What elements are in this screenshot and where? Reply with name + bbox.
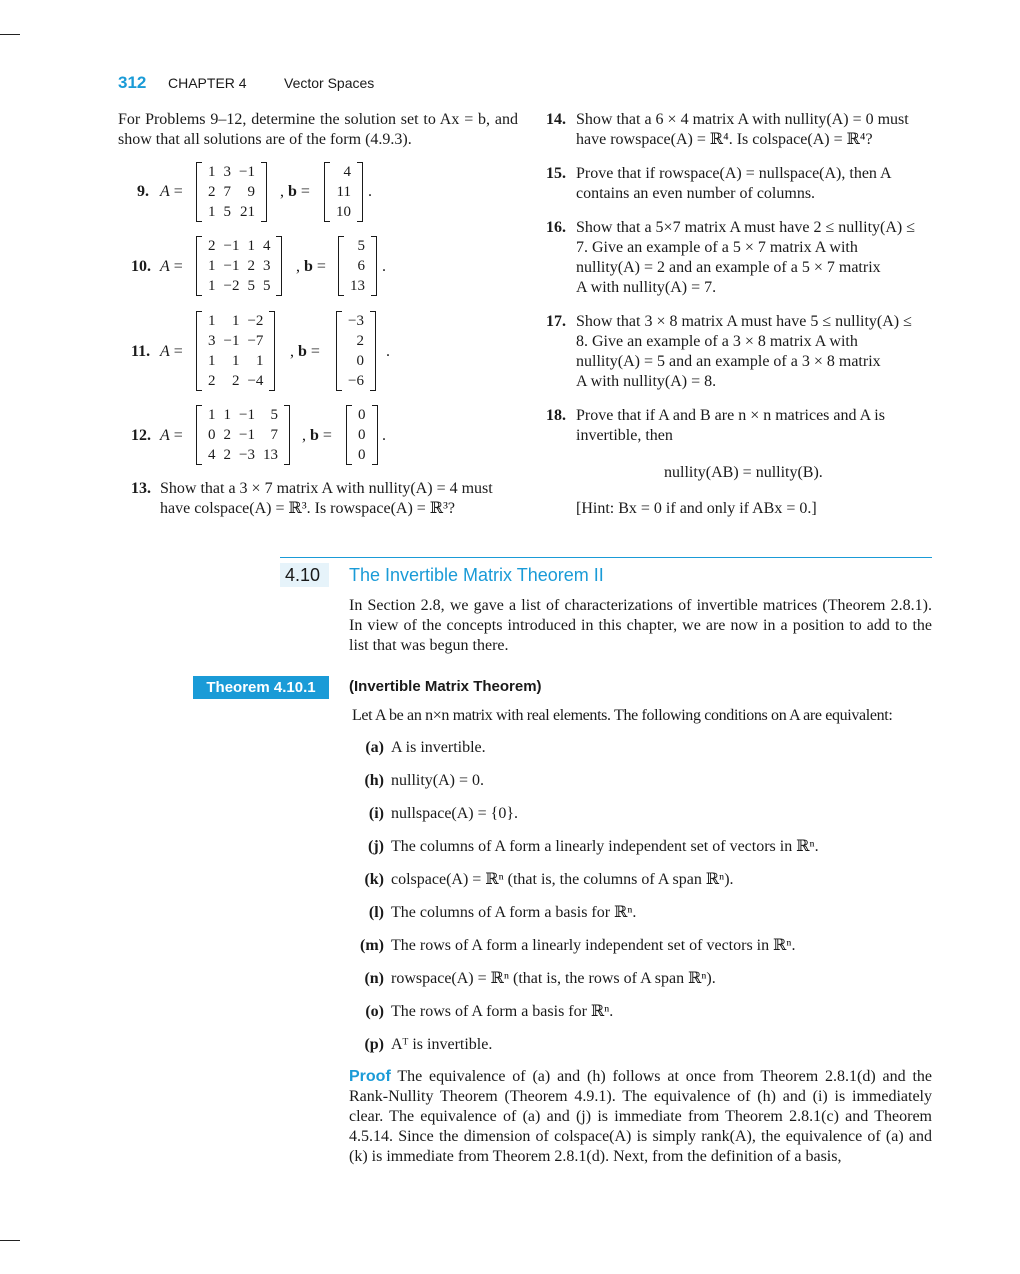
vector-b-9-cell: 4 [343,164,351,180]
problem-11-b-label: , b = [290,343,320,360]
matrix-A-10-cell: 3 [262,258,271,274]
condition-label: (i) [368,805,384,822]
condition-label: (a) [365,739,384,756]
matrix-A-11-cell: 1 [231,313,240,329]
matrix-A-9-cell: 7 [223,184,231,200]
problem-11-A-label: A = [160,343,183,360]
problem-12-number: 12. [131,427,151,444]
condition-label: (o) [365,1003,384,1020]
vector-b-9-row [332,182,355,202]
matrix-A-10-cell: 5 [247,278,255,294]
matrix-A-9-cell: 1 [208,164,216,180]
problem-10-number: 10. [131,258,151,275]
matrix-A-11-cell: 1 [231,353,240,369]
matrix-A-10-row [204,236,274,256]
problem-16-number: 16. [546,219,566,236]
matrix-A-9-cell: 1 [208,204,216,220]
section-rule [280,557,932,558]
matrix-A-12-row [204,405,282,425]
matrix-A-9-cell: 21 [239,204,255,220]
vector-b-10-cell: 13 [350,278,365,294]
matrix-A-10-row [204,276,274,296]
matrix-A-12-cell: 2 [223,427,231,443]
condition-label: (j) [368,838,384,855]
matrix-A-10-cell: −2 [223,278,240,294]
vector-b-11-row [344,311,368,331]
vector-b-10-row [346,236,369,256]
matrix-A-11-cell: −4 [247,373,264,389]
matrix-A-10-cell: 2 [247,258,255,274]
matrix-A-12-cell: 0 [208,427,216,443]
matrix-A-12-cell: 7 [270,427,278,443]
matrix-A-11-cell: −7 [247,333,264,349]
problem-14-line1: Show that a 6 × 4 matrix A with nullity(A) = 0 must [576,111,909,128]
theorem-badge: Theorem 4.10.1 [193,676,329,699]
matrix-A-12-cell: 2 [223,447,231,463]
problem-18-display-equation: nullity(AB) = nullity(B). [664,464,823,481]
vector-b-9-cell: 11 [336,184,351,200]
problem-17-number: 17. [546,313,566,330]
matrix-A-11-cell: 2 [208,373,216,389]
problem-11-matrix-A [196,311,275,391]
problem-18-hint: [Hint: Bx = 0 if and only if ABx = 0.] [576,500,817,517]
vector-b-11-row [344,331,368,351]
problem-11-vector-b [336,311,376,391]
matrix-A-12-cell: 4 [208,447,216,463]
problem-17-line4: A with nullity(A) = 8. [576,373,717,390]
problem-17-line1: Show that 3 × 8 matrix A must have 5 ≤ nullity(A) ≤ [576,313,912,330]
matrix-A-10-cell: 2 [208,238,216,254]
problem-9-vector-b [324,162,363,222]
crop-mark-bottom [0,1240,20,1241]
vector-b-12-row [354,405,370,425]
problem-10-period: . [382,258,386,275]
chapter-label: CHAPTER 4 [168,75,247,91]
matrix-A-9-row [204,182,259,202]
vector-b-11-cell: −3 [348,313,364,329]
problem-12-vector-b [346,405,378,465]
matrix-A-12-row [204,425,282,445]
matrix-A-10-row [204,256,274,276]
problem-16-line2: 7. Give an example of a 5 × 7 matrix A with [576,239,858,256]
vector-b-11-row [344,351,368,371]
matrix-A-11-row [204,371,267,391]
vector-b-12-cell: 0 [358,447,366,463]
vector-b-11-row [344,371,368,391]
proof-paragraph [349,1067,932,1167]
problem-13-number: 13. [131,480,151,497]
theorem-title: (Invertible Matrix Theorem) [349,678,542,695]
problem-13-line1: Show that a 3 × 7 matrix A with nullity(A) = 4 must [160,480,493,497]
problem-9-b-label: , b = [280,183,310,200]
problem-17-line2: 8. Give an example of a 3 × 8 matrix A with [576,333,858,350]
matrix-A-9-row [204,202,259,222]
theorem-statement: Let A be an n×n matrix with real elements. The following conditions on A are equivalent: [352,707,893,724]
vector-b-9-row [332,162,355,182]
matrix-A-11-cell: 1 [208,353,216,369]
vector-b-11-cell: 2 [356,333,364,349]
matrix-A-12-cell: 13 [262,447,278,463]
problem-12-b-label: , b = [302,427,332,444]
problem-18-number: 18. [546,407,566,424]
vector-b-10-cell: 5 [357,238,365,254]
vector-b-12-cell: 0 [358,427,366,443]
condition-text: A is invertible. [391,739,486,756]
crop-mark-top [0,34,20,35]
vector-b-9-row [332,202,355,222]
problem-10-A-label: A = [160,258,183,275]
problem-13-line2: have colspace(A) = ℝ³. Is rowspace(A) = ℝ³? [160,500,456,517]
problem-12-A-label: A = [160,427,183,444]
matrix-A-10-cell: 4 [262,238,271,254]
problems-intro: For Problems 9–12, determine the solution set to Ax = b, and show that all solutions are of the form (4.9.3). [118,111,518,148]
vector-b-10-cell: 6 [357,258,365,274]
condition-label: (h) [364,772,384,789]
matrix-A-12-cell: 5 [270,407,278,423]
problem-17-line3: nullity(A) = 5 and an example of a 3 × 8 matrix [576,353,881,370]
matrix-A-11-cell: 1 [208,313,216,329]
problem-15-number: 15. [546,165,566,182]
condition-text: The rows of A form a basis for ℝⁿ. [391,1003,614,1020]
condition-text: nullity(A) = 0. [391,772,485,789]
matrix-A-11-cell: −2 [247,313,264,329]
matrix-A-10-cell: 5 [262,278,271,294]
condition-text: The columns of A form a basis for ℝⁿ. [391,904,637,921]
condition-text: The rows of A form a linearly independent set of vectors in ℝⁿ. [391,937,796,954]
section-title: The Invertible Matrix Theorem II [349,565,604,585]
chapter-title: Vector Spaces [284,75,375,91]
matrix-A-9-row [204,162,259,182]
condition-label: (l) [368,904,384,921]
problem-11-number: 11. [131,343,151,360]
matrix-A-12-cell: −1 [239,407,255,423]
vector-b-10-row [346,276,369,296]
problem-14-number: 14. [546,111,566,128]
problem-18-line1: Prove that if A and B are n × n matrices and A is [576,407,885,424]
matrix-A-11-row [204,331,267,351]
matrix-A-11-cell: 2 [231,373,240,389]
problem-16-line1: Show that a 5×7 matrix A must have 2 ≤ nullity(A) ≤ [576,219,915,236]
problem-12-period: . [382,427,386,444]
matrix-A-9-cell: 3 [223,164,231,180]
vector-b-12-row [354,425,370,445]
matrix-A-10-cell: 1 [247,238,255,254]
vector-b-12-row [354,445,370,465]
matrix-A-12-cell: 1 [223,407,231,423]
condition-label: (n) [364,970,384,987]
problem-10-vector-b [338,236,377,296]
condition-text: nullspace(A) = {0}. [391,805,519,822]
condition-text: rowspace(A) = ℝⁿ (that is, the rows of A span ℝⁿ). [391,970,716,987]
matrix-A-11-cell: 1 [255,353,264,369]
matrix-A-12-cell: −3 [239,447,255,463]
section-number: 4.10 [285,565,321,585]
condition-text: colspace(A) = ℝⁿ (that is, the columns of A span ℝⁿ). [391,871,734,888]
vector-b-11-cell: 0 [356,353,364,369]
matrix-A-9-cell: −1 [239,164,255,180]
proof-label: Proof [349,1068,391,1085]
problem-18-line2: invertible, then [576,427,673,444]
vector-b-11-cell: −6 [348,373,364,389]
problem-9-A-label: A = [160,183,183,200]
matrix-A-11-row [204,351,267,371]
condition-label: (p) [364,1036,384,1053]
section-intro: In Section 2.8, we gave a list of characterizations of invertible matrices (Theorem 2.8.1). In view of the concepts introduced in this chapter, we are now in a position to add to the list that was begun there. [349,597,932,654]
problem-9-period: . [368,183,372,200]
matrix-A-9-cell: 2 [208,184,216,200]
problem-10-matrix-A [196,236,282,296]
problem-9-matrix-A [196,162,267,222]
vector-b-9-cell: 10 [336,204,351,220]
problem-15-line2: contains an even number of columns. [576,185,816,202]
matrix-A-10-cell: −1 [223,258,240,274]
problem-16-line3: nullity(A) = 2 and an example of a 5 × 7 matrix [576,259,881,276]
condition-label: (k) [364,871,384,888]
problem-10-b-label: , b = [296,258,326,275]
matrix-A-10-cell: 1 [208,258,216,274]
matrix-A-11-cell: −1 [223,333,240,349]
problem-16-line4: A with nullity(A) = 7. [576,279,717,296]
problem-11-period: . [386,343,390,360]
condition-text: Aᵀ is invertible. [391,1036,493,1053]
problem-12-matrix-A [196,405,290,465]
matrix-A-10-cell: 1 [208,278,216,294]
condition-text: The columns of A form a linearly independent set of vectors in ℝⁿ. [391,838,819,855]
matrix-A-11-row [204,311,267,331]
matrix-A-11-cell: 3 [208,333,216,349]
matrix-A-9-cell: 5 [223,204,231,220]
matrix-A-12-row [204,445,282,465]
problem-15-line1: Prove that if rowspace(A) = nullspace(A), then A [576,165,892,182]
matrix-A-9-cell: 9 [247,184,255,200]
proof-text: The equivalence of (a) and (h) follows at once from Theorem 2.8.1(d) and the Rank-Nullity Theorem (Theorem 4.9.1). The equivalence of (h) and (i) is immediately clear. The equivalence of (a) and (j) is immediate from Theorem 2.8.1(c) and Theorem 4.5.14. Since the dimension of colspace(A) is simply rank(A), the equivalence of (a) and (k) is immediate from Theorem 2.8.1(d). Next, from the definition of a basis, [349,1068,933,1165]
page-number: 312 [118,73,147,92]
matrix-A-12-cell: −1 [239,427,255,443]
condition-label: (m) [360,937,384,954]
problem-9-number: 9. [137,183,149,200]
vector-b-10-row [346,256,369,276]
matrix-A-12-cell: 1 [208,407,216,423]
matrix-A-10-cell: −1 [223,238,240,254]
vector-b-12-cell: 0 [358,407,366,423]
problem-14-line2: have rowspace(A) = ℝ⁴. Is colspace(A) = ℝ⁴? [576,131,873,148]
